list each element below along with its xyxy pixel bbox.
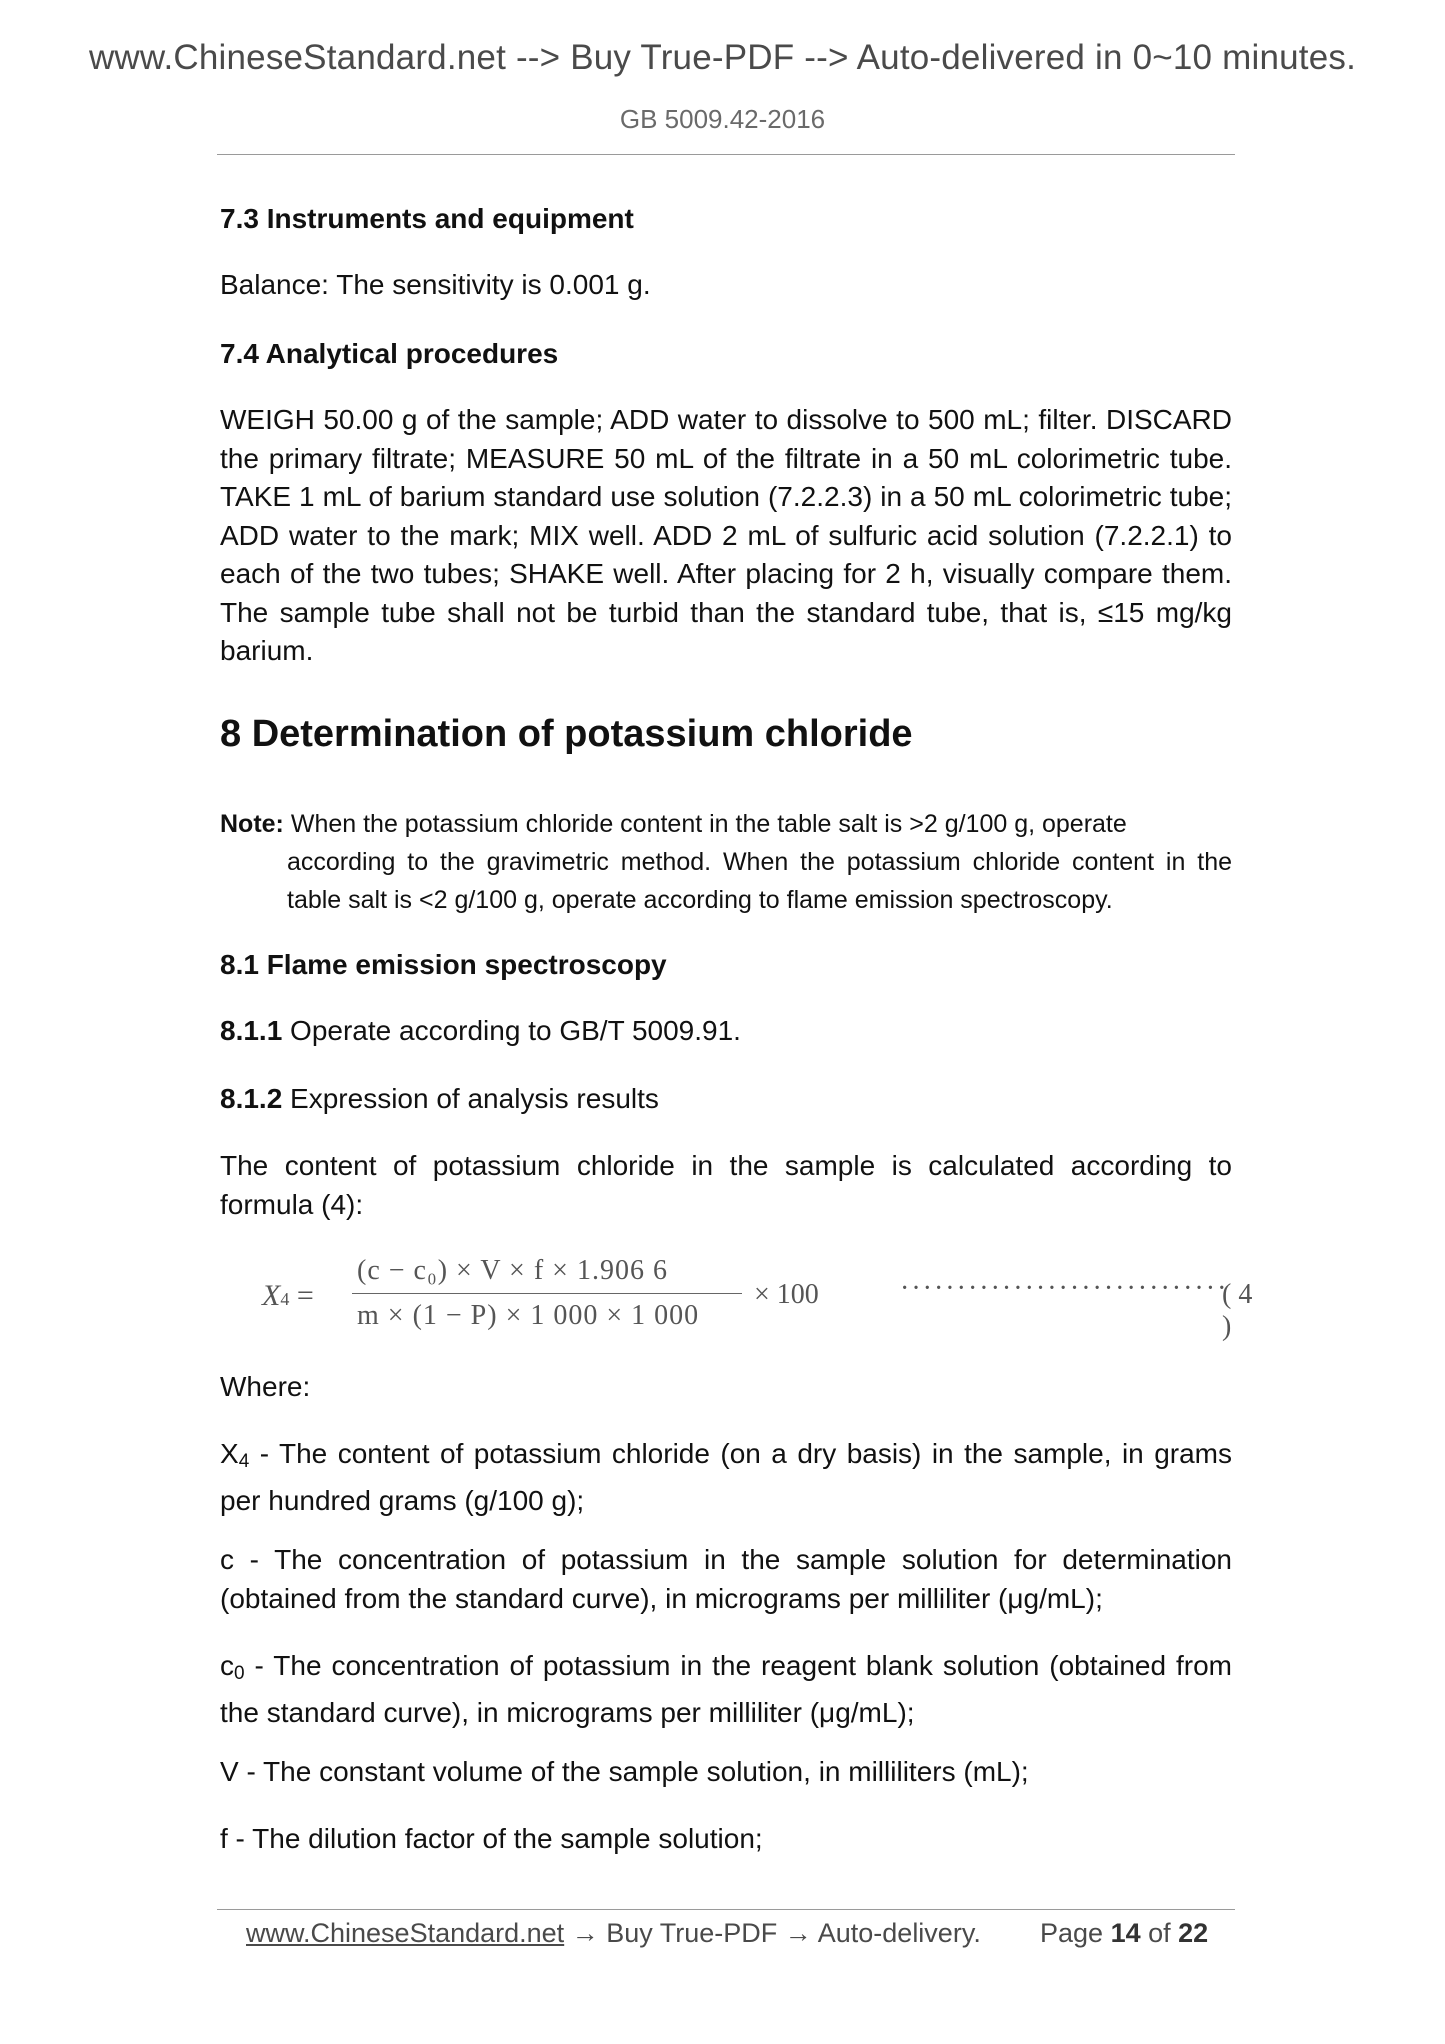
note-line-1: [220, 805, 1232, 843]
formula-leader-dots: ·····························: [900, 1273, 1229, 1304]
definition-v: V - The constant volume of the sample solution, in milliliters (mL);: [220, 1756, 1029, 1787]
where-label: Where:: [220, 1371, 311, 1402]
formula-lhs: X4 =: [262, 1279, 314, 1312]
footer-divider: [217, 1909, 1235, 1910]
document-number: GB 5009.42-2016: [619, 104, 826, 134]
formula-numerator: (c − c₀) × V × f × 1.906 6: [357, 1255, 668, 1286]
footer-tagline: → Buy True-PDF → Auto-delivery.: [564, 1918, 981, 1948]
item-8-1-1-text: Operate according to GB/T 5009.91.: [282, 1015, 741, 1046]
heading-8-1: 8.1 Flame emission spectroscopy: [220, 949, 667, 980]
paragraph-7-4: WEIGH 50.00 g of the sample; ADD water to dissolve to 500 mL; filter. DISCARD the primary filtrate; MEASURE 50 mL of the filtrate in a 50 mL colorimetric tube. TAKE 1 mL of barium standard use solution (7.2.2.3) in a 50 mL colorimetric tube; ADD water to the mark; MIX well. ADD 2 mL of sulfuric acid solution (7.2.2.1) to each of the two tubes; SHAKE well. After placing for 2 h, visually compare them. The sample tube shall not be turbid than the standard tube, that is, ≤15 mg/kg barium.: [220, 404, 1232, 666]
formula-denominator: m × (1 − P) × 1 000 × 1 000: [357, 1300, 700, 1331]
item-8-1-1: [220, 1012, 1232, 1051]
formula-number: ( 4 ): [1222, 1279, 1253, 1342]
definition-f: f - The dilution factor of the sample solution;: [220, 1823, 763, 1854]
formula-4: [262, 1255, 1262, 1342]
definition-c0: $c_0$ - The concentration of potassium in the reagent blank solution (obtained from the standard curve), in micrograms per milliliter (μg/mL);: [220, 1650, 1232, 1728]
footer-link[interactable]: www.ChineseStandard.net: [246, 1918, 565, 1948]
definition-x4: $X_4$ - The content of potassium chloride (on a dry basis) in the sample, in grams per hundred grams (g/100 g);: [220, 1438, 1232, 1516]
formula-fraction-bar: [352, 1293, 742, 1294]
note-continuation: according to the gravimetric method. When the potassium chloride content in the table salt is <2 g/100 g, operate according to flame emission spectroscopy.: [287, 848, 1232, 914]
page-indicator: Page 14 of 22: [1040, 1918, 1209, 1948]
total-pages: 22: [1178, 1918, 1209, 1948]
paragraph-7-3: Balance: The sensitivity is 0.001 g.: [220, 269, 651, 300]
heading-8: 8 Determination of potassium chloride: [220, 713, 913, 755]
item-8-1-2-text: Expression of analysis results: [282, 1083, 659, 1114]
note-label: Note:: [220, 810, 284, 838]
header-divider: [217, 154, 1235, 155]
item-8-1-2-number: 8.1.2: [220, 1083, 283, 1114]
current-page: 14: [1110, 1918, 1141, 1948]
header-banner: www.ChineseStandard.net --> Buy True-PDF --> Auto-delivered in 0~10 minutes.: [88, 38, 1357, 77]
heading-7-3: 7.3 Instruments and equipment: [220, 203, 634, 234]
item-8-1-2: [220, 1080, 1232, 1119]
definition-c: c - The concentration of potassium in the sample solution for determination (obtained from the standard curve), in micrograms per milliliter (μg/mL);: [220, 1544, 1232, 1614]
item-8-1-1-number: 8.1.1: [220, 1015, 283, 1046]
formula-multiplier: × 100: [754, 1279, 819, 1310]
footer-link-text: [246, 1918, 981, 1949]
note-first-line: When the potassium chloride content in the table salt is >2 g/100 g, operate: [290, 810, 1127, 838]
heading-7-4: 7.4 Analytical procedures: [220, 338, 559, 369]
formula-intro: The content of potassium chloride in the sample is calculated according to formula (4):: [220, 1150, 1232, 1220]
